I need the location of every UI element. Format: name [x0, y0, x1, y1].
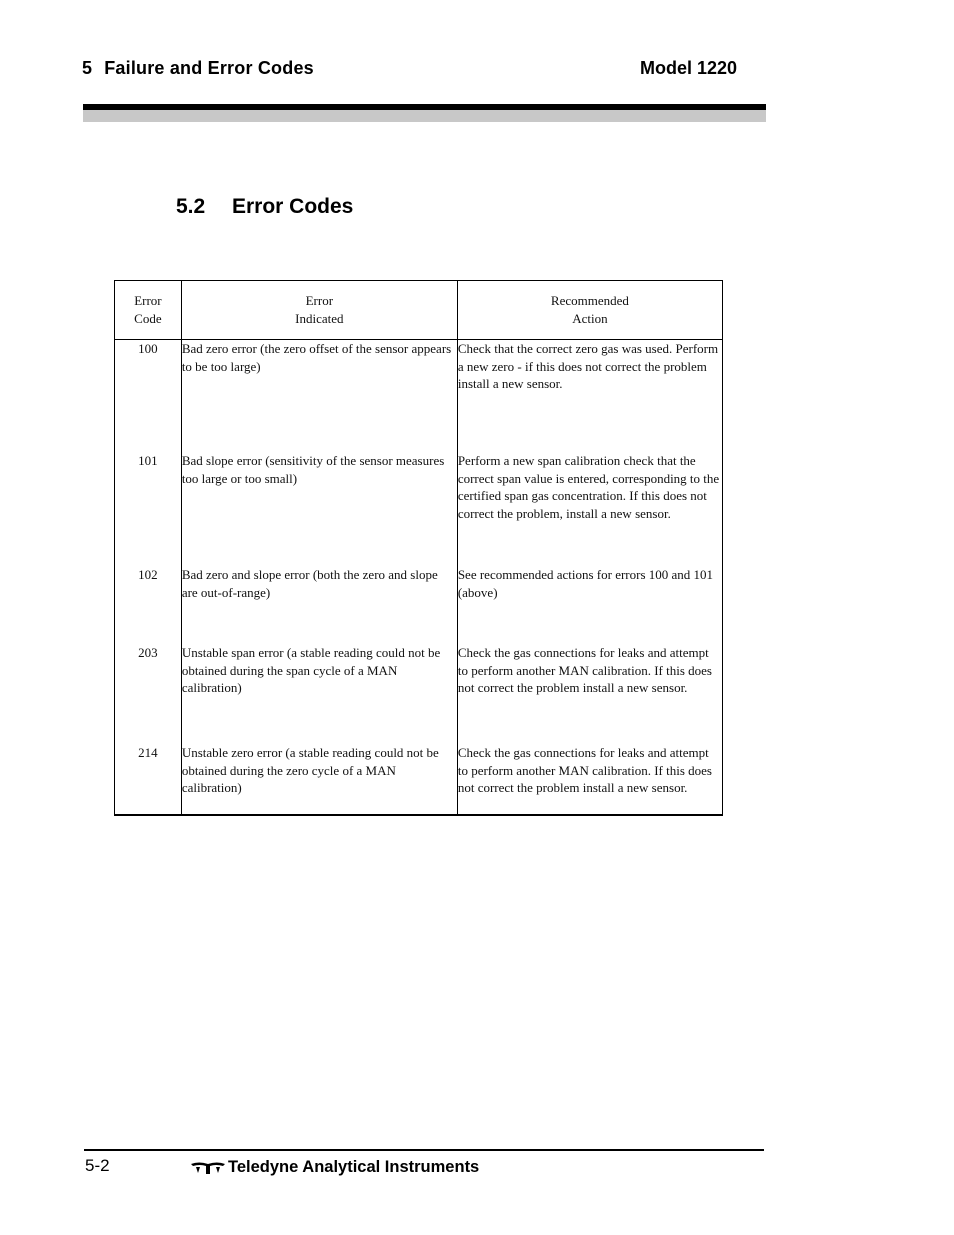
- header-error-indicated-line2: Indicated: [295, 311, 344, 326]
- company-name: Teledyne Analytical Instruments: [228, 1158, 480, 1176]
- running-header-chapter: [82, 58, 314, 79]
- recommended-action-cell: Check the gas connections for leaks and attempt to perform another MAN calibration. If this does not correct the problem install a new sensor.: [457, 630, 722, 730]
- recommended-action-cell: Check that the correct zero gas was used. Perform a new zero - if this does not correct the problem install a new sensor.: [457, 340, 722, 439]
- error-code-cell: 102: [115, 556, 182, 630]
- header-error-indicated: [181, 281, 457, 340]
- error-code-cell: 214: [115, 730, 182, 815]
- header-rule-gray: [83, 110, 766, 122]
- teledyne-logo-icon: [190, 1161, 226, 1175]
- table-row: [115, 340, 723, 439]
- header-error-indicated-line1: Error: [305, 293, 334, 309]
- table-row: [115, 630, 723, 730]
- error-indicated-cell: Unstable span error (a stable reading could not be obtained during the span cycle of a MAN calibration): [181, 630, 457, 730]
- header-error-code: [115, 281, 182, 340]
- running-header-model: Model 1220: [640, 58, 738, 78]
- error-indicated-cell: Bad zero error (the zero offset of the sensor appears to be too large): [181, 340, 457, 439]
- footer-rule: [84, 1149, 764, 1151]
- error-code-cell: 101: [115, 438, 182, 556]
- error-code-cell: 100: [115, 340, 182, 439]
- section-title: Error Codes: [232, 195, 354, 218]
- section-number: 5.2: [176, 195, 206, 218]
- header-error-code-line2: Code: [134, 311, 162, 326]
- table-row: [115, 438, 723, 556]
- header-error-code-line1: Error: [134, 293, 162, 309]
- header-recommended-action-line2: Action: [572, 311, 608, 326]
- table-header-row: [115, 281, 723, 340]
- error-indicated-cell: Bad slope error (sensitivity of the sensor measures too large or too small): [181, 438, 457, 556]
- recommended-action-cell: Perform a new span calibration check that the correct span value is entered, corresponding to the certified span gas concentration. If this does not correct the problem, install a new sensor.: [457, 438, 722, 556]
- recommended-action-cell: Check the gas connections for leaks and attempt to perform another MAN calibration. If this does not correct the problem install a new sensor.: [457, 730, 722, 815]
- error-codes-table: [114, 280, 723, 816]
- chapter-title: Failure and Error Codes: [104, 58, 314, 78]
- table-row: [115, 730, 723, 815]
- footer-brand: [190, 1158, 479, 1177]
- header-recommended-action-line1: Recommended: [550, 293, 629, 309]
- error-code-cell: 203: [115, 630, 182, 730]
- table-row: [115, 556, 723, 630]
- header-recommended-action: [457, 281, 722, 340]
- page-number: 5-2: [85, 1156, 110, 1175]
- chapter-number: 5: [82, 58, 93, 78]
- recommended-action-cell: See recommended actions for errors 100 and 101 (above): [457, 556, 722, 630]
- error-indicated-cell: Bad zero and slope error (both the zero and slope are out-of-range): [181, 556, 457, 630]
- error-indicated-cell: Unstable zero error (a stable reading could not be obtained during the zero cycle of a MAN calibration): [181, 730, 457, 815]
- section-heading: [176, 195, 353, 219]
